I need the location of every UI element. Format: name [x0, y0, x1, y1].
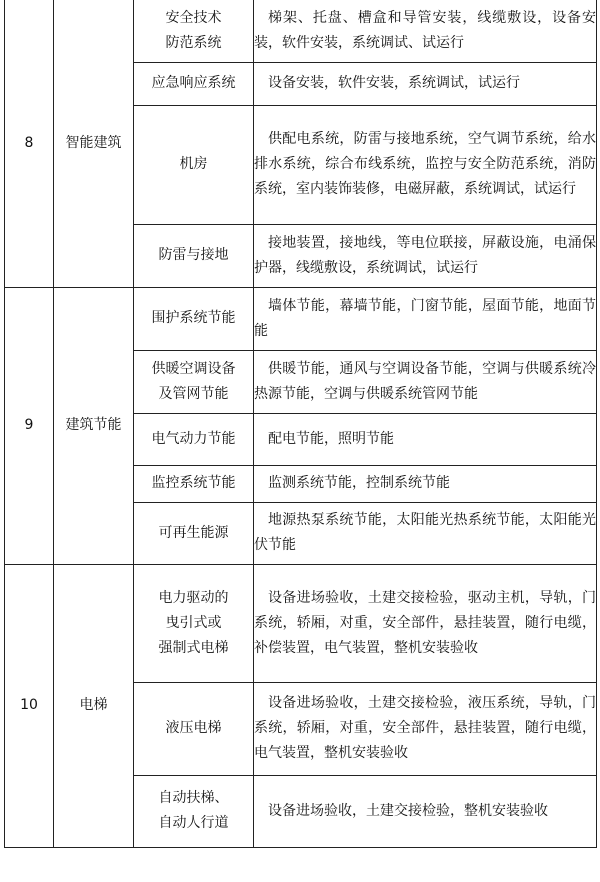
sub-item-text: 设备进场验收，土建交接检验，液压系统，导轨，门系统，轿厢，对重，安全部件，悬挂装置，随行电缆，电气装置，整机安装验收	[254, 695, 596, 761]
sub-division-label: 电力驱动的	[158, 589, 229, 606]
sub-item-cell	[254, 465, 597, 502]
sub-item-cell	[254, 682, 597, 775]
sub-division-label: 电气动力节能	[151, 430, 236, 447]
sub-item-cell	[254, 413, 597, 465]
sub-division-cell	[134, 105, 254, 224]
sub-division-cell	[134, 413, 254, 465]
division-name: 建筑节能	[54, 287, 134, 564]
sub-division-label: 安全技术	[165, 9, 222, 26]
sub-division-cell	[134, 62, 254, 105]
sub-item-cell	[254, 564, 597, 682]
sub-division-label: 曳引式或	[165, 614, 222, 631]
sub-division-table	[4, 0, 597, 848]
sub-division-label: 供暖空调设备	[151, 360, 236, 377]
sub-item-text: 接地装置，接地线，等电位联接，屏蔽设施，电涌保护器，线缆敷设，系统调试，试运行	[254, 234, 596, 276]
sub-item-text: 供配电系统，防雷与接地系统，空气调节系统，给水排水系统，综合布线系统，监控与安全防范系统，消防系统，室内装饰装修，电磁屏蔽，系统调试，试运行	[254, 131, 596, 197]
sub-division-cell	[134, 287, 254, 350]
sub-division-cell	[134, 775, 254, 847]
division-number: 8	[5, 0, 54, 287]
sub-division-cell	[134, 224, 254, 287]
division-number: 10	[5, 564, 54, 847]
sub-item-text: 供暖节能，通风与空调设备节能，空调与供暖系统冷热源节能，空调与供暖系统管网节能	[254, 360, 596, 402]
sub-item-text: 设备安装，软件安装，系统调试，试运行	[268, 75, 520, 91]
sub-item-text: 地源热泵系统节能，太阳能光热系统节能，太阳能光伏节能	[254, 512, 596, 553]
division-number: 9	[5, 287, 54, 564]
table-row	[5, 564, 597, 682]
sub-item-cell	[254, 350, 597, 413]
sub-item-text: 设备进场验收，土建交接检验，整机安装验收	[268, 802, 548, 819]
sub-division-cell	[134, 0, 254, 62]
sub-division-cell	[134, 465, 254, 502]
sub-item-text: 设备进场验收，土建交接检验，驱动主机，导轨，门系统，轿厢，对重，安全部件，悬挂装置，随行电缆，补偿装置，电气装置，整机安装验收	[254, 589, 596, 656]
sub-item-text: 梯架、托盘、槽盒和导管安装，线缆敷设，设备安装，软件安装，系统调试、试运行	[254, 9, 596, 51]
sub-division-cell	[134, 350, 254, 413]
sub-item-text: 监测系统节能，控制系统节能	[268, 475, 450, 491]
sub-division-label: 液压电梯	[165, 720, 222, 736]
sub-item-cell	[254, 224, 597, 287]
sub-division-label: 自动扶梯、	[158, 790, 229, 806]
sub-item-cell	[254, 502, 597, 564]
sub-item-text: 墙体节能，幕墙节能，门窗节能，屋面节能，地面节能	[254, 297, 596, 339]
sub-division-label: 围护系统节能	[151, 310, 236, 326]
division-name: 电梯	[54, 564, 134, 847]
sub-item-cell	[254, 105, 597, 224]
sub-item-cell	[254, 775, 597, 847]
sub-division-label: 及管网节能	[158, 385, 229, 402]
sub-division-cell	[134, 564, 254, 682]
table-row	[5, 0, 597, 62]
sub-division-label: 防雷与接地	[158, 247, 229, 263]
sub-division-label: 强制式电梯	[158, 639, 229, 656]
sub-division-label: 可再生能源	[158, 524, 229, 541]
sub-item-text: 配电节能，照明节能	[268, 430, 394, 447]
sub-division-label: 防范系统	[165, 34, 222, 51]
sub-division-cell	[134, 682, 254, 775]
sub-item-cell	[254, 0, 597, 62]
division-name: 智能建筑	[54, 0, 134, 287]
sub-division-label: 应急响应系统	[151, 75, 236, 91]
table-row	[5, 287, 597, 350]
sub-division-label: 自动人行道	[158, 815, 229, 831]
sub-item-cell	[254, 287, 597, 350]
sub-item-cell	[254, 62, 597, 105]
sub-division-label: 机房	[179, 156, 208, 172]
sub-division-label: 监控系统节能	[151, 475, 236, 491]
sub-division-cell	[134, 502, 254, 564]
